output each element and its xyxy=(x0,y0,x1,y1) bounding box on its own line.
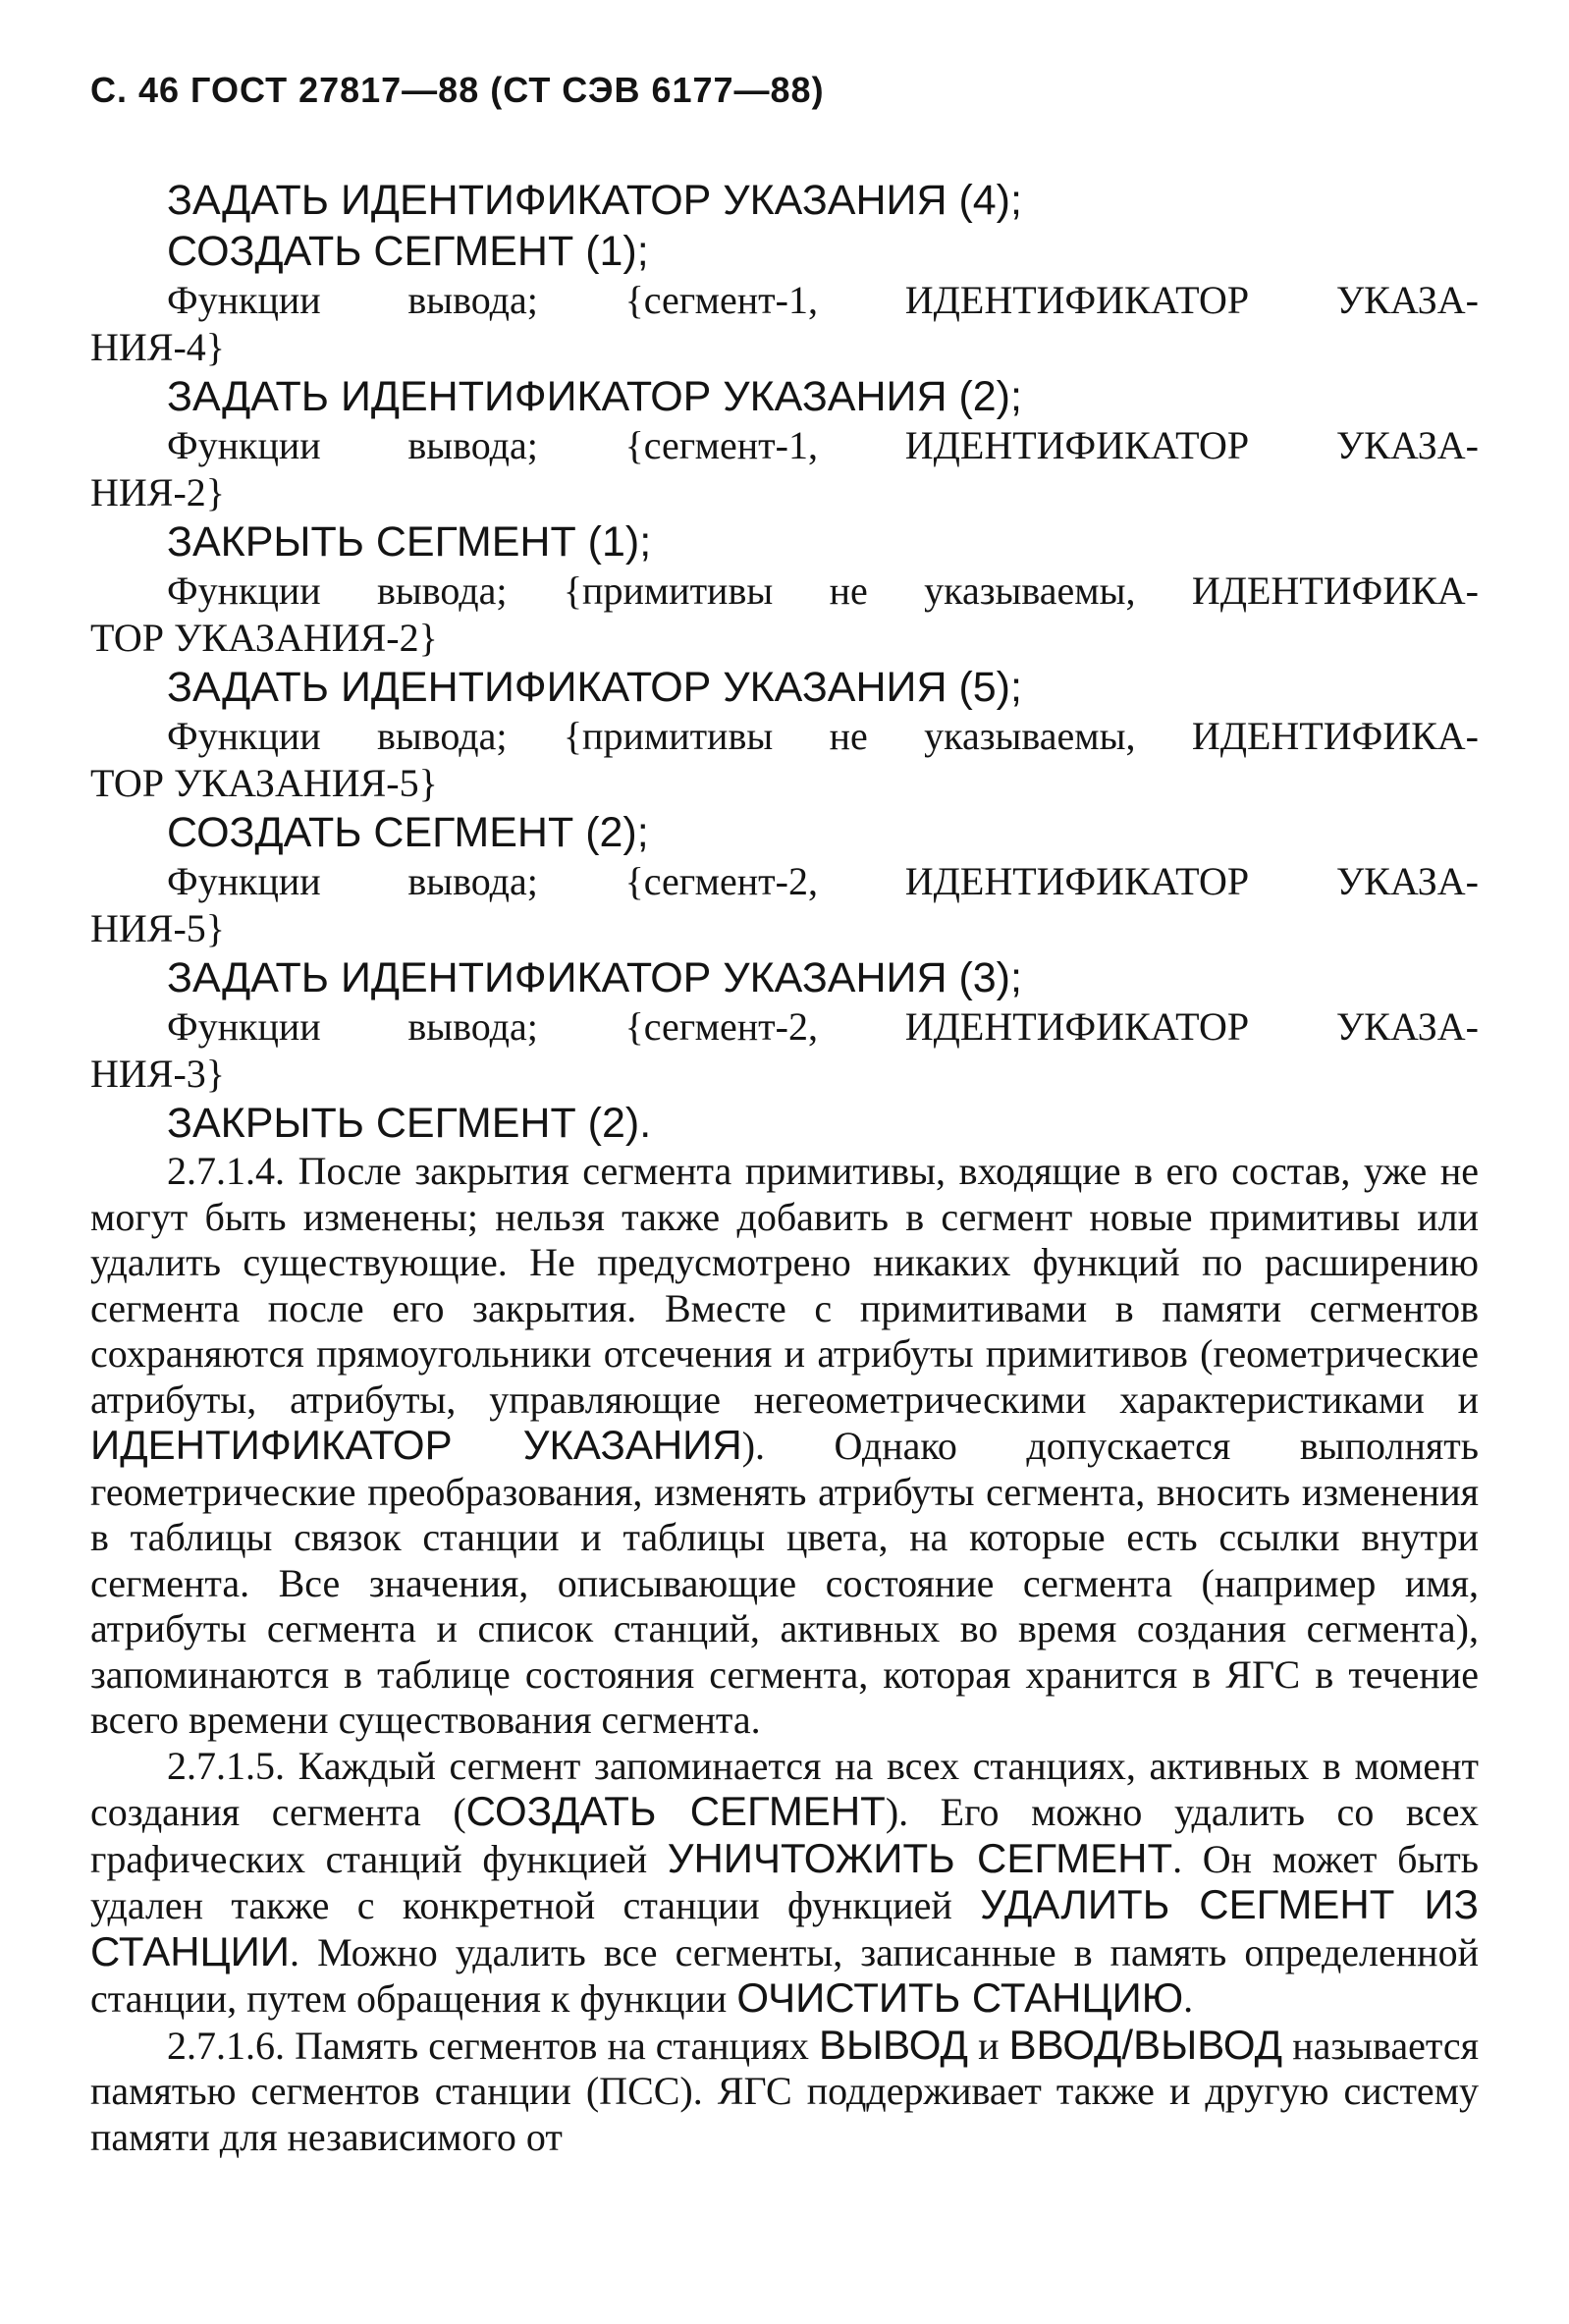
paragraph-text: . Можно удалить все сегменты, записанные в память определенной станции, путем обращения к функции xyxy=(90,1929,1479,2021)
function-name: УНИЧТОЖИТЬ СЕГМЕНТ xyxy=(667,1834,1173,1881)
listing-command: ЗАКРЫТЬ СЕГМЕНТ (1); xyxy=(167,518,652,566)
function-name: СОЗДАТЬ СЕГМЕНТ xyxy=(465,1788,886,1834)
listing-output-line: Функции вывода; {сегмент-2, ИДЕНТИФИКАТОР УКАЗА- xyxy=(167,859,1479,903)
listing-output-continuation: ТОР УКАЗАНИЯ-5} xyxy=(90,761,438,805)
listing-output xyxy=(90,567,1479,662)
paragraph-2-7-1-5 xyxy=(90,1744,1479,2023)
function-listing xyxy=(90,175,1479,1149)
paragraph-text: ). Его можно удалить со всех графических станций функцией xyxy=(90,1790,1479,1881)
paragraph-text: ). Однако допускается выполнять геометрические преобразования, изменять атрибуты сегмента, вносить изменения в таблицы связок станции и таблицы цвета, на которые есть ссылки внутри сегмента. Все значения, описывающие состояние сегмента (например имя, атрибуты сегмента и список станций, активных во время создания сегмента), запоминаются в таблице состояния сегмента, которая хранится в ЯГС в течение всего времени существования сегмента. xyxy=(90,1424,1479,1742)
listing-command: ЗАКРЫТЬ СЕГМЕНТ (2). xyxy=(167,1100,652,1147)
listing-command: ЗАДАТЬ ИДЕНТИФИКАТОР УКАЗАНИЯ (5); xyxy=(167,664,1022,711)
listing-output-line: Функции вывода; {примитивы не указываемы, ИДЕНТИФИКА- xyxy=(167,568,1479,613)
listing-output-continuation: НИЯ-3} xyxy=(90,1052,225,1096)
listing-output-line: Функции вывода; {сегмент-2, ИДЕНТИФИКАТОР УКАЗА- xyxy=(167,1004,1479,1049)
page-header: С. 46 ГОСТ 27817—88 (СТ СЭВ 6177—88) xyxy=(90,70,825,110)
listing-output-line: Функции вывода; {примитивы не указываемы, ИДЕНТИФИКА- xyxy=(167,714,1479,758)
listing-command: СОЗДАТЬ СЕГМЕНТ (1); xyxy=(167,228,649,275)
listing-output-line: Функции вывода; {сегмент-1, ИДЕНТИФИКАТОР УКАЗА- xyxy=(167,423,1479,467)
function-name: ИДЕНТИФИКАТОР УКАЗАНИЯ xyxy=(90,1422,742,1468)
paragraph-text: и xyxy=(978,2023,1000,2068)
listing-output-continuation: НИЯ-5} xyxy=(90,906,225,950)
function-name: ОЧИСТИТЬ СТАНЦИЮ xyxy=(736,1974,1184,2021)
listing-output xyxy=(90,858,1479,952)
paragraph-text: 2.7.1.5. Каждый сегмент запоминается на всех станциях, активных в момент создания сегмента ( xyxy=(90,1743,1479,1834)
listing-output xyxy=(90,1003,1479,1098)
function-name: УДАЛИТЬ СЕГМЕНТ ИЗ СТАНЦИИ xyxy=(90,1881,1479,1974)
paragraph-text: называется памятью сегментов станции (ПСС). ЯГС поддерживает также и другую систему памяти для независимого от xyxy=(90,2023,1480,2159)
listing-command: ЗАДАТЬ ИДЕНТИФИКАТОР УКАЗАНИЯ (3); xyxy=(167,954,1022,1001)
listing-output xyxy=(90,713,1479,807)
paragraph-text: 2.7.1.4. После закрытия сегмента примитивы, входящие в его состав, уже не могут быть изменены; нельзя также добавить в сегмент новые примитивы или удалить существующие. Не предусмотрено никаких функций по расширению сегмента после его закрытия. Вместе с примитивами в памяти сегментов сохраняются прямоугольники отсечения и атрибуты примитивов (геометрические атрибуты, атрибуты, управляющие негеометрическими характеристиками и xyxy=(90,1149,1479,1422)
listing-command: ЗАДАТЬ ИДЕНТИФИКАТОР УКАЗАНИЯ (4); xyxy=(167,177,1022,224)
listing-output xyxy=(90,277,1479,371)
paragraph-text: . Он может быть удален также с конкретной станции функцией xyxy=(90,1836,1480,1927)
paragraph-text: . xyxy=(1183,1976,1194,2021)
listing-command: СОЗДАТЬ СЕГМЕНТ (2); xyxy=(167,809,649,856)
listing-output-continuation: НИЯ-2} xyxy=(90,470,225,514)
function-name: ВВОД/ВЫВОД xyxy=(1008,2021,1283,2068)
listing-output xyxy=(90,422,1479,516)
paragraph-2-7-1-4 xyxy=(90,1149,1479,1744)
function-name: ВЫВОД xyxy=(818,2021,968,2068)
listing-output-line: Функции вывода; {сегмент-1, ИДЕНТИФИКАТОР УКАЗА- xyxy=(167,278,1479,322)
listing-output-continuation: ТОР УКАЗАНИЯ-2} xyxy=(90,616,438,660)
listing-command: ЗАДАТЬ ИДЕНТИФИКАТОР УКАЗАНИЯ (2); xyxy=(167,373,1022,420)
listing-output-continuation: НИЯ-4} xyxy=(90,325,225,369)
paragraph-text: 2.7.1.6. Память сегментов на станциях xyxy=(167,2023,809,2068)
paragraph-2-7-1-6 xyxy=(90,2023,1479,2161)
